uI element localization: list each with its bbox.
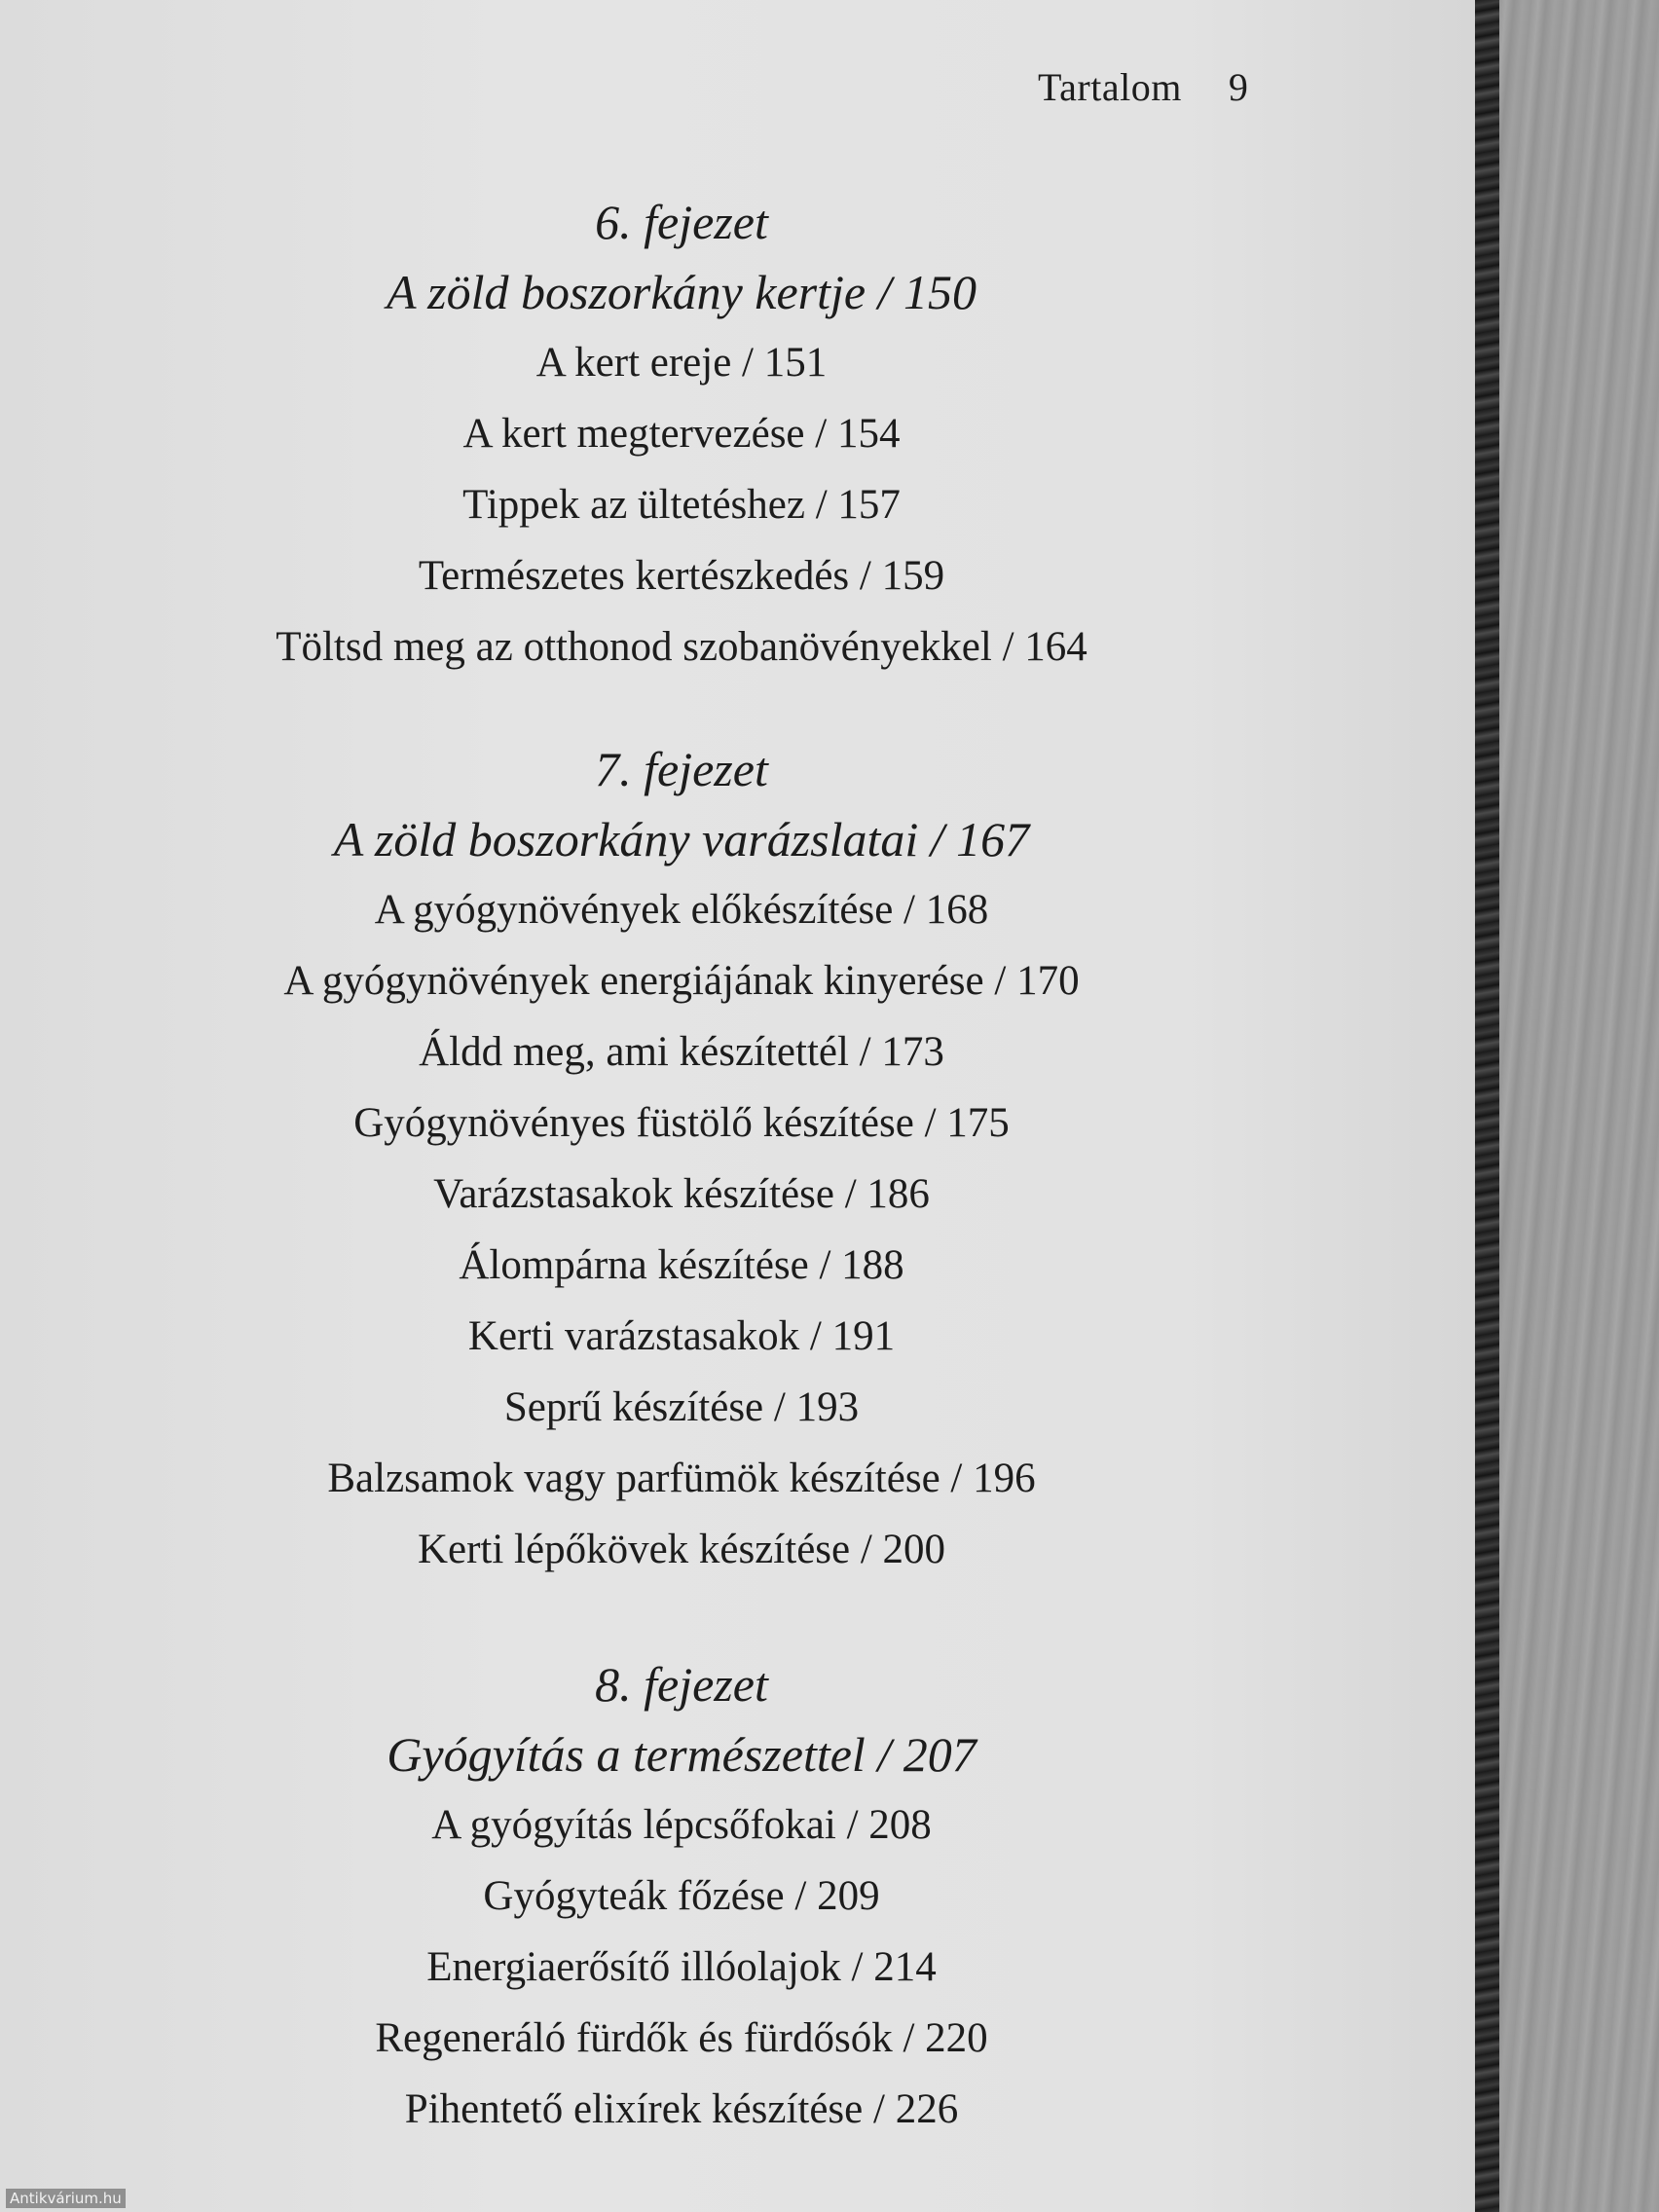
toc-entry: Energiaerősítő illóolajok / 214	[426, 1944, 937, 1990]
toc-entry: A gyógynövények energiájának kinyerése / 170	[283, 958, 1080, 1004]
toc-entry: Gyógyteák főzése / 209	[483, 1873, 880, 1919]
toc-entry: A gyógyítás lépcsőfokai / 208	[431, 1802, 932, 1848]
toc-entry: A gyógynövények előkészítése / 168	[374, 887, 989, 933]
toc-entry: Töltsd meg az otthonod szobanövényekkel / 164	[276, 624, 1088, 670]
chapter-number: 7. fejezet	[595, 742, 768, 796]
chapter-number: 8. fejezet	[595, 1657, 768, 1712]
toc-entry: Kerti varázstasakok / 191	[467, 1313, 896, 1359]
page-number: 9	[1228, 65, 1249, 109]
chapter-title: A zöld boszorkány varázslatai / 167	[333, 812, 1030, 866]
toc-entry: Varázstasakok készítése / 186	[433, 1171, 930, 1217]
toc-entry: Tippek az ültetéshez / 157	[462, 482, 901, 528]
toc-entry: Pihentető elixírek készítése / 226	[404, 2086, 959, 2132]
chapter-block-8	[0, 1649, 1363, 2145]
book-spine-edge	[1475, 0, 1499, 2212]
toc-entry: Balzsamok vagy parfümök készítése / 196	[327, 1456, 1036, 1501]
toc-entry: Természetes kertészkedés / 159	[418, 553, 945, 599]
chapter-title: A zöld boszorkány kertje / 150	[387, 265, 977, 319]
wooden-surface	[1499, 0, 1659, 2212]
toc-entry: Gyógynövényes füstölő készítése / 175	[353, 1100, 1010, 1146]
toc-entry: Regeneráló fürdők és fürdősók / 220	[375, 2015, 988, 2061]
running-head-title: Tartalom	[1038, 65, 1182, 109]
chapter-block-6	[0, 187, 1363, 682]
chapter-title: Gyógyítás a természettel / 207	[387, 1727, 977, 1782]
toc-entry: A kert megtervezése / 154	[462, 411, 901, 457]
running-head	[1038, 64, 1248, 110]
toc-entry: Álompárna készítése / 188	[459, 1242, 904, 1288]
chapter-block-7	[0, 734, 1363, 1585]
toc-entry: Áldd meg, ami készítettél / 173	[419, 1029, 944, 1075]
chapter-number: 6. fejezet	[595, 195, 768, 249]
toc-entry: Seprű készítése / 193	[503, 1384, 860, 1430]
toc-entry: A kert ereje / 151	[535, 340, 828, 386]
toc-entry: Kerti lépőkövek készítése / 200	[417, 1527, 946, 1572]
watermark: Antikvárium.hu	[6, 2189, 126, 2208]
